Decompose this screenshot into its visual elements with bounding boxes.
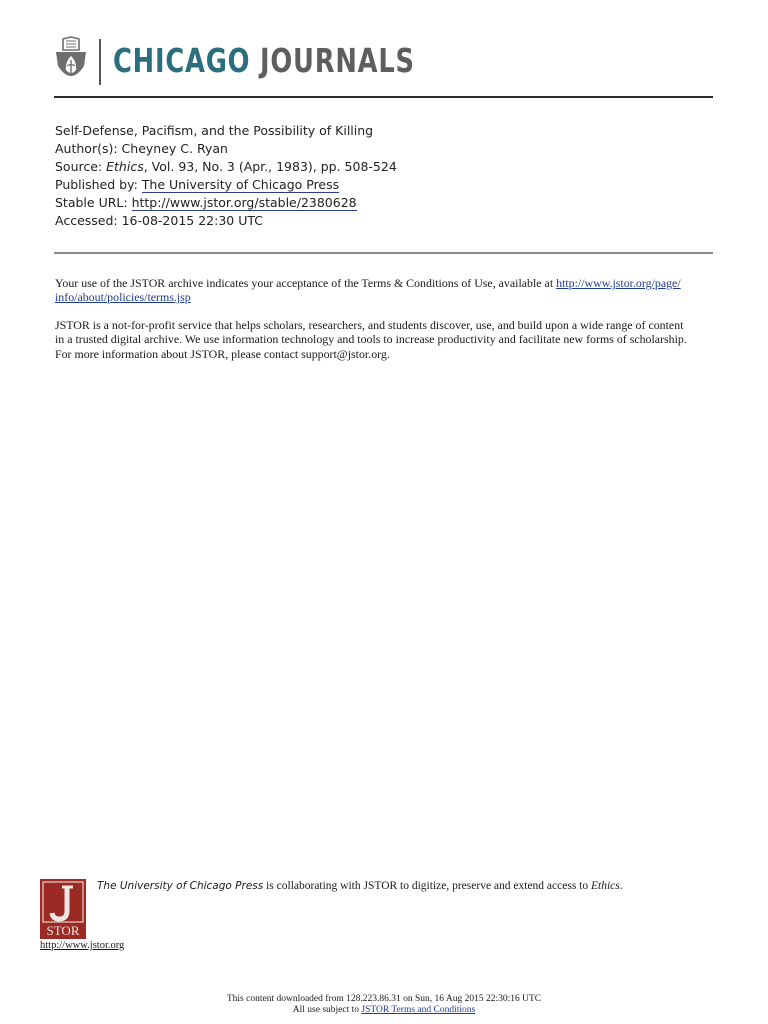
- source-label: Source:: [55, 159, 107, 174]
- subject-line: [0, 1005, 768, 1016]
- source-detail: , Vol. 93, No. 3 (Apr., 1983), pp. 508-524: [143, 159, 397, 174]
- terms-link-line2: info/about/policies/terms.jsp: [55, 290, 191, 305]
- author-label: Author(s):: [55, 141, 122, 156]
- collab-publisher: The University of Chicago Press: [97, 880, 264, 892]
- subject-text: All use subject to: [292, 1005, 362, 1015]
- terms-paragraph: [55, 276, 715, 305]
- collab-text: is collaborating with JSTOR to digitize, preserve and extend access to: [263, 880, 591, 892]
- article-title: Self-Defense, Pacifism, and the Possibility of Killing: [55, 123, 374, 138]
- stable-url-link[interactable]: http://www.jstor.org/stable/2380628: [131, 195, 357, 210]
- collab-journal: Ethics: [591, 880, 620, 892]
- section-rule: [54, 252, 713, 254]
- download-notice: [0, 994, 768, 1016]
- author-line: [55, 140, 715, 158]
- accessed-line: Accessed: 16-08-2015 22:30 UTC: [55, 213, 263, 228]
- published-label: Published by:: [55, 177, 142, 192]
- chicago-journals-logo: [113, 41, 415, 81]
- collaboration-note: [97, 880, 623, 892]
- jstor-terms-link[interactable]: JSTOR Terms and Conditions: [361, 1005, 476, 1015]
- source-line: [55, 158, 715, 176]
- logo-brand-secondary: JOURNALS: [260, 41, 415, 80]
- publisher-line: [55, 176, 715, 194]
- author-name: Cheyney C. Ryan: [121, 141, 228, 156]
- terms-link-line1: http://www.jstor.org/page/: [556, 276, 681, 290]
- about-paragraph: [55, 318, 715, 361]
- source-journal: Ethics: [106, 159, 144, 174]
- stable-url-label: Stable URL:: [55, 195, 132, 210]
- jstor-url-link[interactable]: http://www.jstor.org: [40, 940, 125, 951]
- about-line-2: in a trusted digital archive. We use information technology and tools to increase productivity and facilitate new forms of scholarship.: [55, 332, 687, 347]
- about-line-3: For more information about JSTOR, please contact support@jstor.org.: [55, 346, 390, 361]
- logo-brand-primary: CHICAGO: [113, 41, 251, 80]
- stable-url-line: [55, 194, 715, 212]
- collab-period: .: [619, 880, 623, 892]
- about-line-1: JSTOR is a not-for-profit service that helps scholars, researchers, and students discover, use, and build upon a wide range of content: [55, 318, 684, 332]
- publisher-link[interactable]: The University of Chicago Press: [141, 177, 340, 192]
- logo-divider: [99, 39, 101, 85]
- terms-text: Your use of the JSTOR archive indicates your acceptance of the Terms & Conditions of Use, available at: [55, 276, 557, 290]
- jstor-logo-icon: [40, 879, 86, 939]
- citation-block: [55, 122, 715, 230]
- chicago-crest-icon: [54, 36, 88, 86]
- jstor-logo-text: STOR: [46, 923, 80, 938]
- download-line: This content downloaded from 128.223.86.31 on Sun, 16 Aug 2015 22:30:16 UTC: [226, 994, 542, 1004]
- header-rule: [54, 96, 713, 98]
